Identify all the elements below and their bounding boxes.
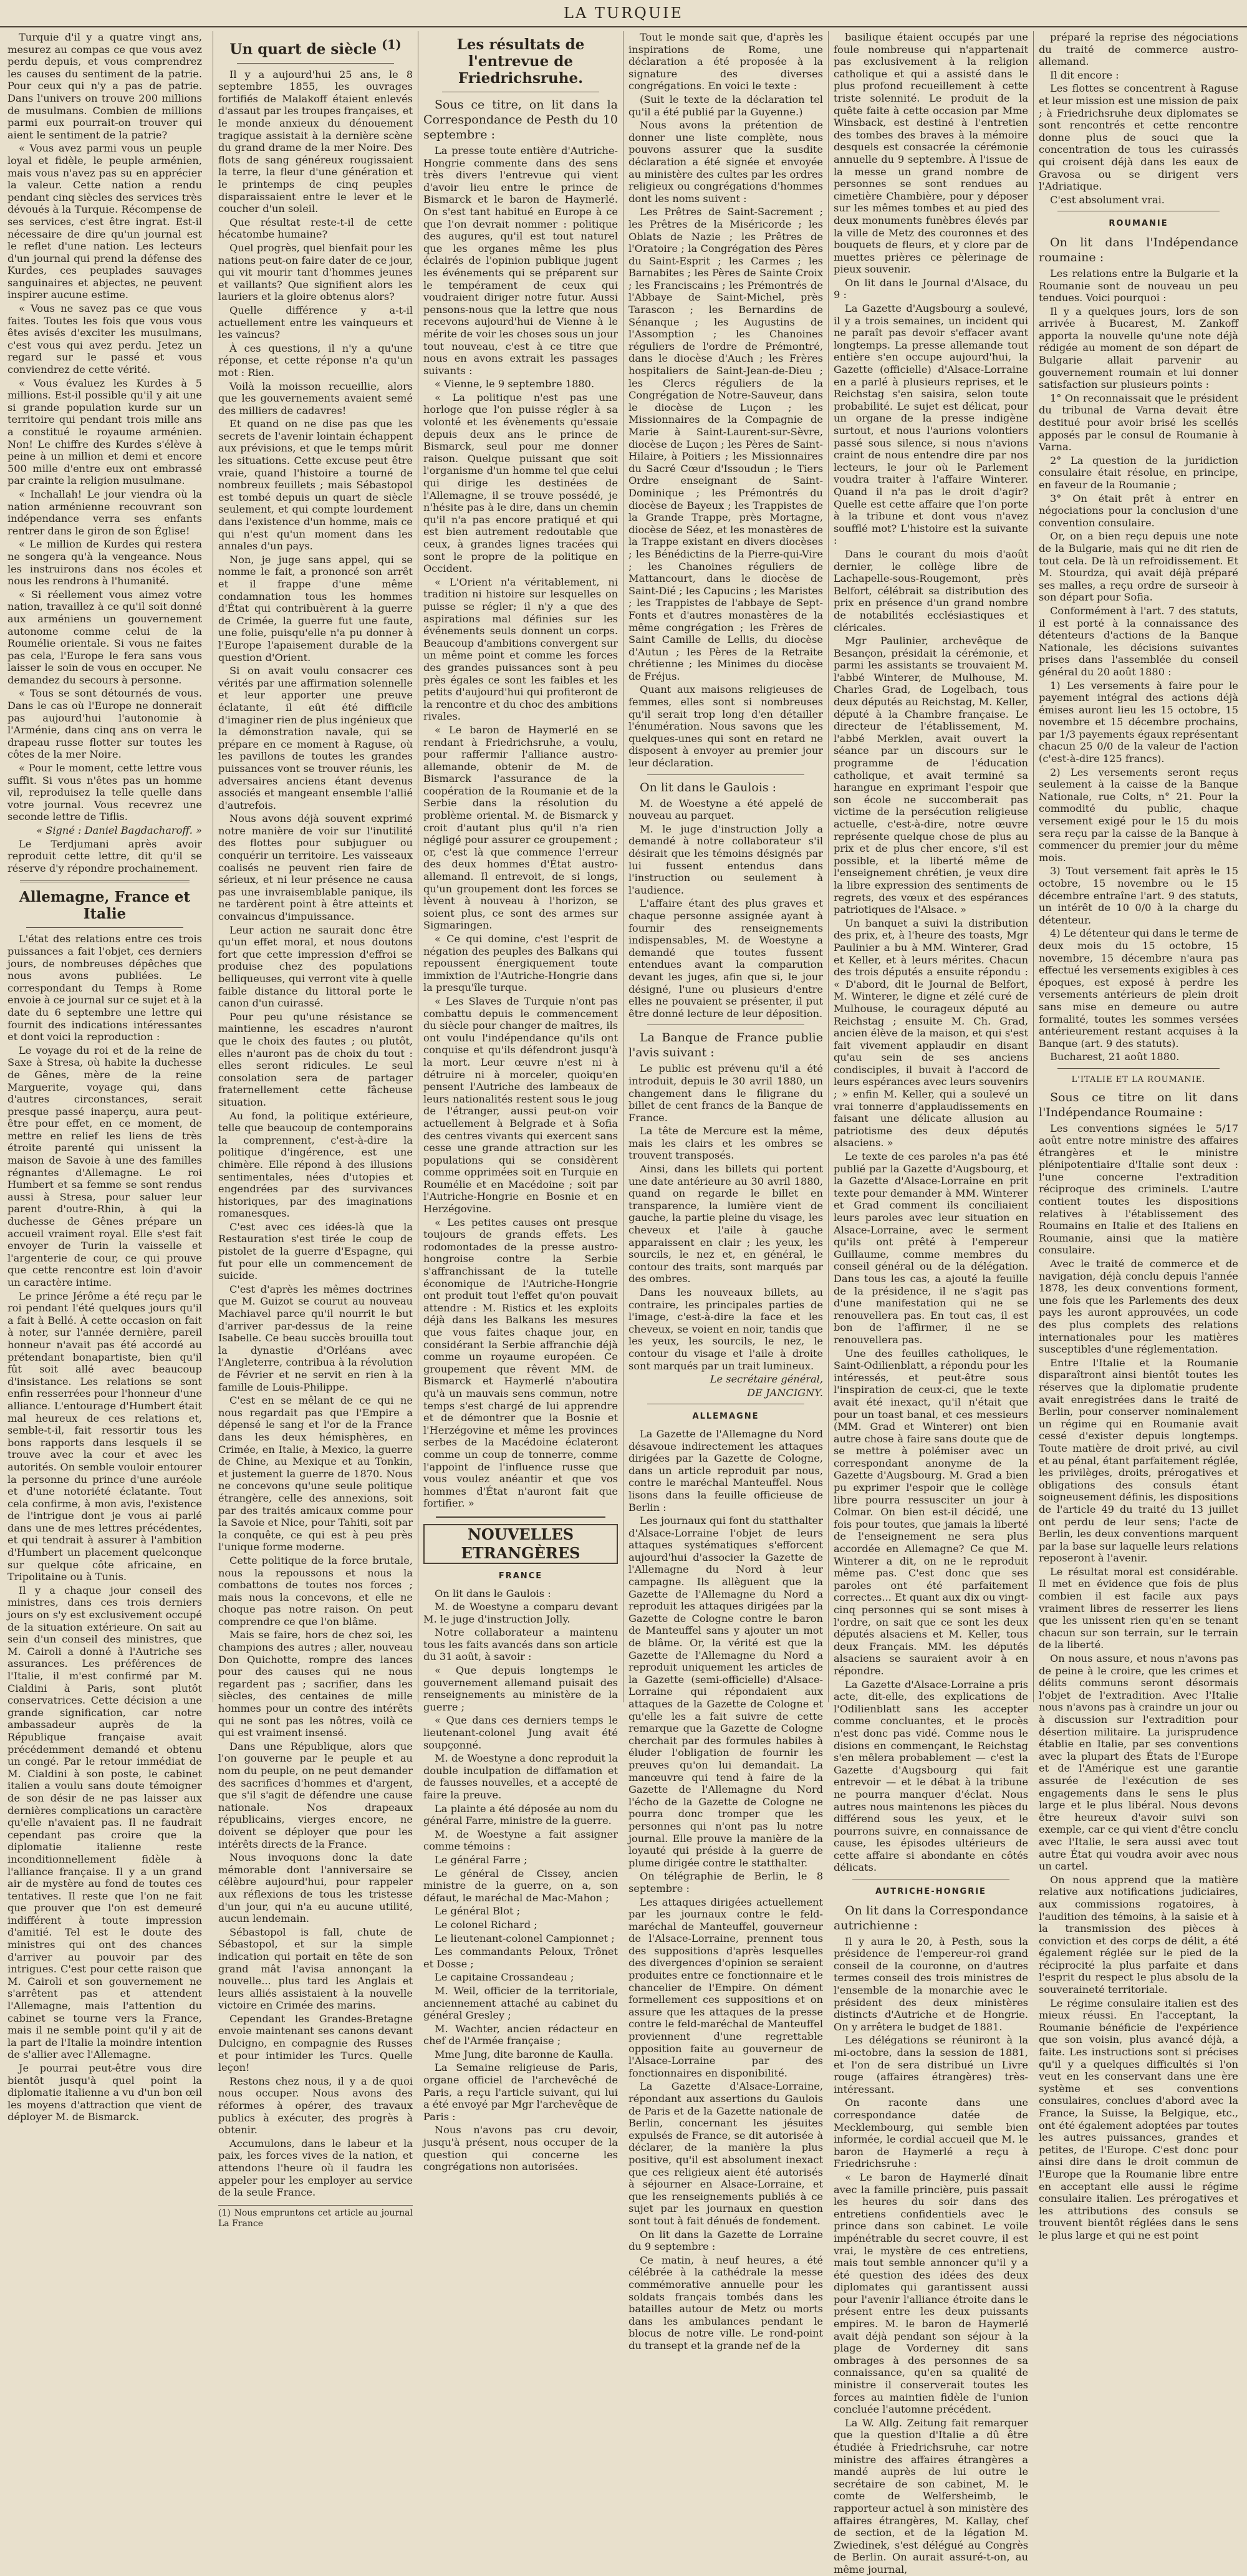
col2-body: [218, 69, 413, 2199]
paragraph: Voilà la moisson recueillie, alors que les gouvernements avaient semé des milliers de cadavres!: [218, 380, 413, 417]
paragraph: Quant aux maisons religieuses de femmes, elles sont si nombreuses qu'il serait trop long d'en détailler l'énumération. Nous savons que les quelques-unes qui sont en retard ne disposent à envoyer au premier jour leur déclaration.: [628, 683, 823, 769]
paragraph: Les commandants Peloux, Trônet et Dosse ;: [423, 1946, 618, 1970]
paragraph: À ces questions, il n'y a qu'une réponse, et cette réponse n'a qu'un mot : Rien.: [218, 342, 413, 379]
paragraph: On lit dans la Gazette de Lorraine du 9 septembre :: [628, 2228, 823, 2253]
paragraph: Avec le traité de commerce et de navigation, déjà conclu depuis l'année 1878, les deux conventions forment, une fois que les Parlements des deux pays les auront approuvées, un code des plus complets des relations internationales pour les matières susceptibles d'une réglementation.: [1039, 1258, 1238, 1356]
paragraph: Notre collaborateur a maintenu tous les faits avancés dans son article du 31 août, à savoir :: [423, 1626, 618, 1663]
paragraph: L'affaire étant des plus graves et chaque personne assignée ayant à fournir des renseignements indispensables, M. de Woestyne a demandé que toutes fussent entendues avant la comparution devant les juges, afin que si, le jour désigné, l'une ou plusieurs d'entre elles ne pouvaient se présenter, il put être donné lecture de leur déposition.: [628, 897, 823, 1020]
paragraph: « Vous avez parmi vous un peuple loyal et fidèle, le peuple arménien, mais vous n'avez pas su en apprécier la valeur. Cette nation a rendu pendant cinq siècles des services très dévoués à la Turquie. Récompense de ses services, c'est être ingrat. Est-il nécessaire de dire qu'un journal est le reflet d'une nation. Les lecteurs d'un journal qui prend la défense des Kurdes, ces peuplades sauvages sanguinaires et abjectes, ne peuvent inspirer aucune estime.: [7, 142, 202, 301]
paragraph: On lit dans le Journal d'Alsace, du 9 :: [834, 276, 1028, 301]
paragraph: « Ce qui domine, c'est l'esprit de négation des peuples des Balkans qui repoussent énergiquement toute immixtion de l'Autriche-Hongrie dans la presqu'île turque.: [423, 933, 618, 994]
paragraph: Mgr Paulinier, archevêque de Besançon, présidait la cérémonie, et parmi les assistants se trouvaient M. l'abbé Winterer, de Mulhouse, M. Charles Grad, de Logelbach, tous deux députés au Reichstag, M. Keller, député à la Chambre française. Le directeur de l'établissement, M. l'abbé Merklen, avait ouvert la séance par un discours sur le programme de l'éducation catholique, et avait terminé sa harangue en exprimant l'espoir que son école ne succomberait pas victime de la persécution religieuse actuelle, c'est-à-dire, notre œuvre représente quelque chose de plus au prix et de plus cher encore, s'il est possible, et la liberté même de l'enseignement chrétien, je veux dire la libre expression des sentiments de regrets, des vœux et des espérances patriotiques de l'Alsace. »: [834, 635, 1028, 916]
paragraph: Nous avons la prétention de donner une liste complète, nous pouvons assurer que la susdite déclaration a été signée et envoyée au ministère des cultes par les ordres religieux ou congrégations d'hommes dont les noms suivent :: [628, 119, 823, 205]
col5-ah-intro: On lit dans la Correspondance autrichienne :: [834, 1903, 1028, 1932]
paragraph: « Le baron de Haymerlé dînait avec la famille princière, puis passait les heures du soir dans des entretiens confidentiels avec le prince dans son cabinet. Le voile impénétrable du secret couvre, il est vrai, le mystère de ces entretiens, mais tout semble annoncer qu'il y a été question des idées des deux diplomates qui garantissent aussi pour l'avenir l'alliance étroite dans le présent entre les deux puissants empires. M. le baron de Haymerlé avait déjà pendant son séjour à la plage de Vorderney dit sans ombrages à des personnes de sa connaissance, qu'en sa qualité de ministre il conserverait toutes les forces au maintien fidèle de l'union concluée l'automne précédent.: [834, 2171, 1028, 2416]
column-4: [623, 31, 823, 2352]
paragraph: « Que depuis longtemps le gouvernement allemand puisait des renseignements au ministère de la guerre ;: [423, 1664, 618, 1713]
paragraph: 3) Tout versement fait après le 15 octobre, 15 novembre ou le 15 décembre entraîne l'art. 9 des statuts, un intérêt de 10 0/0 à la charge du détenteur.: [1039, 865, 1238, 926]
paragraph: On nous apprend que la matière relative aux notifications judiciaires, aux commissions rogatoires, à l'audition des témoins, à la saisie et à la transmission des pièces à conviction et des corps de délit, a été également réglée sur le pied de la réciprocité la plus parfaite et dans l'esprit du respect le plus absolu de la souveraineté territoriale.: [1039, 1873, 1238, 1996]
section-france: FRANCE: [498, 1571, 543, 1581]
paragraph: M. le juge d'instruction Jolly a demandé à notre collaborateur s'il désirait que les témoins désignés par lui fussent entendus dans l'instruction ou seulement à l'audience.: [628, 822, 823, 896]
paragraph: 4) Le détenteur qui dans le terme de deux mois du 15 octobre, 15 novembre, 15 décembre n'aura pas effectué les versements exigibles à ces époques, est exposé à perdre les versements antérieurs de plein droit sans mise en demeure ou autre formalité, toutes les sommes versées antérieurement restant acquises à la Banque (art. 9 des statuts).: [1039, 927, 1238, 1049]
col6-roumanie: [1039, 268, 1238, 1063]
paragraph: « Pour le moment, cette lettre vous suffit. Si vous n'êtes pas un homme vil, reproduisez la telle quelle dans votre journal. Vous recevrez une seconde lettre de Tiflis.: [7, 762, 202, 823]
masthead: LA TURQUIE: [0, 0, 1247, 27]
paragraph: Turquie d'il y a quatre vingt ans, mesurez au compas ce que vous avez perdu depuis, et vous comprendrez les causes du sentiment de la patrie. Pour ceux qui n'y a pas de patrie. Dans l'univers on trouve 200 millions de musulmans. Combien de millions parmi eux pourrait-on trouver qui aient le sentiment de la patrie?: [7, 31, 202, 141]
col4-body: [628, 31, 823, 769]
headline-text: Un quart de siècle: [229, 41, 377, 58]
section-italie-roumanie: L'ITALIE ET LA ROUMANIE.: [1071, 1074, 1206, 1084]
paragraph: On raconte dans une correspondance datée de Mecklembourg, qui semble bien informée, le cordial accueil que M. le baron de Haymerlé a reçu à Friedrichsruhe :: [834, 2096, 1028, 2170]
paragraph: 1) Les versements à faire pour le payement intégral des actions déjà émises auront lieu les 15 octobre, 15 novembre et 15 décembre prochains, par 1/3 payements égaux représentant chacun 25 0/0 de la valeur de l'action (c'est-à-dire 125 francs).: [1039, 679, 1238, 765]
paragraph: 2° La question de la juridiction consulaire était résolue, en principe, en faveur de la Roumanie ;: [1039, 454, 1238, 491]
col1-signature: « Signé : Daniel Bagdacharoff. »: [36, 824, 202, 836]
paragraph: Cependant les Grandes-Bretagne envoie maintenant ses canons devant Dulcigno, en compagnie des Russes et pour intimider les Turcs. Quelle leçon!: [218, 2012, 413, 2074]
paragraph: Si on avait voulu consacrer ces vérités par une affirmation solennelle et leur apporter une preuve éclatante, il eût été difficile d'imaginer rien de plus ingénieux que la démonstration navale, qui se prépare en ce moment à Raguse, où les pavillons de toutes les grandes puissances vont se trouver réunis, les adversaires anciens étant devenus associés et mangeant ensemble l'allié d'autrefois.: [218, 665, 413, 811]
paragraph: « Tous se sont détournés de vous. Dans le cas où l'Europe ne donnerait pas aujourd'hui l'autonomie à l'Arménie, dans cinq ans on verra le drapeau russe flotter sur toutes les côtes de la mer Noire.: [7, 687, 202, 761]
paragraph: M. de Woestyne a donc reproduit la double inculpation de diffamation et de fausses nouvelles, et a accepté de faire la preuve.: [423, 1752, 618, 1801]
col4-gaulois-head: On lit dans le Gaulois :: [640, 780, 777, 794]
paragraph: « Inchallah! Le jour viendra où la nation arménienne recouvrant son indépendance verra ses enfants rentrer dans le giron de son Église!: [7, 488, 202, 537]
paragraph: Ainsi, dans les billets qui portent une date antérieure au 30 avril 1880, quand on regarde le billet en transparence, la lumière vient de gauche, la partie pleine du visage, les cheveux et l'aile à gauche apparaissent en clair ; les yeux, les sourcils, le nez et, en général, le contour des traits, sont marqués par des ombres.: [628, 1163, 823, 1285]
paragraph: Nous n'avons pas cru devoir, jusqu'à présent, nous occuper de la question qui concerne les congrégations non autorisées.: [423, 2124, 618, 2173]
paragraph: (Suit le texte de la déclaration tel qu'il a été publié par la Guyenne.): [628, 93, 823, 118]
paragraph: Leur action ne saurait donc être qu'un effet moral, et nous doutons fort que cette impression d'effroi se produise chez des populations belliqueuses, qui verront vite à quelle faible distance du littoral porte le canon d'un cuirassé.: [218, 924, 413, 1010]
paragraph: Dans une République, alors que l'on gouverne par le peuple et au nom du peuple, on ne peut demander des sacrifices d'hommes et d'argent, que s'il s'agit de défendre une cause nationale. Nos drapeaux républicains, vierges encore, ne doivent se déployer que pour les intérêts directs de la France.: [218, 1740, 413, 1850]
col6-italie-intro: Sous ce titre on lit dans l'Indépendance Roumaine :: [1039, 1090, 1238, 1119]
paragraph: Il y aura le 20, à Pesth, sous la présidence de l'empereur-roi grand conseil de la couronne, on d'autres termes conseil des trois ministres de l'ensemble de la monarchie avec le président des deux ministères distincts d'Autriche et de Hongrie. On y arrêtera le budget de 1881.: [834, 1935, 1028, 2033]
paragraph: La plainte a été déposée au nom du général Farre, ministre de la guerre.: [423, 1802, 618, 1827]
paragraph: Nous invoquons donc la date mémorable dont l'anniversaire se célèbre aujourd'hui, pour rappeler aux réflexions de tous les tristesse d'un jour, qui n'a eu aucune utilité, aucun lendemain.: [218, 1851, 413, 1925]
col3-body: [423, 145, 618, 1510]
paragraph: « Si réellement vous aimez votre nation, travaillez à ce qu'il soit donné aux arméniens un gouvernement autonome comme celui de la Roumélie orientale. Si vous ne faites pas cela, l'Europe le fera sans vous laisser le soin de vous en occuper. Ne demandez du secours à personne.: [7, 588, 202, 686]
col1-lead: [7, 31, 202, 823]
col4-allemagne: [628, 1428, 823, 2352]
headline-quart-de-siecle: [218, 36, 413, 58]
paragraph: « Que dans ces derniers temps le lieutenant-colonel Jung avait été soupçonné.: [423, 1714, 618, 1751]
paragraph: Accumulons, dans le labeur et la paix, les forces vives de la nation, et attendons l'heure où il faudra les appeler pour les employer au service de la seule France.: [218, 2137, 413, 2199]
paragraph: La W. Allg. Zeitung fait remarquer que la question d'Italie a dû être étudiée à Friedrichsruhe, car notre ministre des affaires étrangères a mandé auprès de lui outre le secrétaire de son cabinet, M. le comte de Welfersheimb, le rapporteur actuel à son ministère des affaires étrangères, M. Kallay, chef de section, et de la légation M. Zwiedinek, s'est délégué au Congrès de Berlin. On aurait assuré-t-on, au même journal,: [834, 2416, 1028, 2575]
paragraph: Les attaques dirigées actuellement par les journaux contre le feld-maréchal de Manteuffel, gouverneur de l'Alsace-Lorraine, prennent tous des suppositions d'après lesquelles des divergences d'opinion se seraient produites entre ce fonctionnaire et le chancelier de l'Empire. On dément formellement ces suppositions et on assure que les attaques de la presse contre le feld-maréchal de Manteuffel proviennent d'une regrettable opposition faite au gouverneur de l'Alsace-Lorraine par des fonctionnaires en disponibilité.: [628, 1896, 823, 2079]
paragraph: Dans les nouveaux billets, au contraire, les principales parties de l'image, c'est-à-dire la face et les cheveux, se voient en noir, tandis que les yeux, les sourcils, le nez, le contour du visage et l'aile à droite sont marqués par un trait lumineux.: [628, 1286, 823, 1372]
paragraph: Nous avons déjà souvent exprimé notre manière de voir sur l'inutilité des flottes pour subjuguer ou conquérir un territoire. Les vaisseaux coalisés ne peuvent rien faire de sérieux, et ni leur présence ne causa pas une invraisemblable panique, ils ne tardèrent point à être atteints et convaincus d'impuissance.: [218, 813, 413, 923]
paragraph: La Gazette d'Alsace-Lorraine a pris acte, dit-elle, des explications de l'Odilienblatt sans les accepter comme concluantes, et le procès n'est donc pas vidé. Comme nous le disions en commençant, le Reichstag s'en mêlera probablement — c'est la Gazette d'Augsbourg qui fait entrevoir — et le débat à la tribune ne pourra manquer d'éclat. Nous autres nous maintenons les pièces du différend sous les yeux, et le pourrons suivre, en connaissance de cause, les épisodes ultérieurs de cette affaire si abondante en côtés délicats.: [834, 1678, 1028, 1874]
paragraph: Le capitaine Crossandeau ;: [435, 1971, 574, 1984]
paragraph: Le colonel Richard ;: [435, 1918, 537, 1931]
section-autriche-hongrie: AUTRICHE-HONGRIE: [875, 1887, 986, 1897]
paragraph: Mais se faire, hors de chez soi, les champions des autres ; aller, nouveau Don Quichotte, rompre des lances pour des causes qui ne nous regardent pas ; sacrifier, dans les siècles, des centaines de mille hommes pour un contre des intérêts qui ne sont pas les nôtres, voilà ce qui est vraiment insensé.: [218, 1629, 413, 1739]
col4-gaulois: [628, 798, 823, 1020]
paragraph: M. Weil, officier de la territoriale, anciennement attaché au cabinet du général Gresley ;: [423, 1984, 618, 2022]
paragraph: préparé la reprise des négociations du traité de commerce austro-allemand.: [1039, 31, 1238, 68]
divider: [26, 927, 183, 928]
paragraph: La presse toute entière d'Autriche-Hongrie commente dans des sens très divers l'entrevue qui vient d'avoir lieu entre le prince de Bismarck et le baron de Haymerlé. On s'est tant habitué en Europe à ce que l'on devrait nommer : politique des augures, qu'il est tout naturel que les organes même les plus éclairés de l'opinion publique jugent les événements qui se préparent sur le tempérament de ceux qui voudraient diriger notre futur. Aussi pensons-nous que la lettre que nous recevons aujourd'hui de Vienne à le mérite de voir les choses sous un jour tout nouveau, c'est à ce titre que nous en avons extrait les passages suivants :: [423, 145, 618, 377]
paragraph: C'est avec ces idées-là que la Restauration s'est tirée le coup de pistolet de la guerre d'Espagne, qui fut pour elle un commencement de suicide.: [218, 1220, 413, 1282]
paragraph: Entre l'Italie et la Roumanie disparaîtront ainsi bientôt toutes les réserves que la diplomatie prudente avait enregistrées dans le traité de Berlin, pour conserver nominalement un régime qui en Roumanie avait cessé d'exister depuis longtemps. Toute matière de droit privé, au civil et au pénal, étant parfaitement réglée, les privilèges, droits, prérogatives et obligations des consuls étant soigneusement définis, les dispositions de l'article 49 du traité du 13 juillet ont perdu de leur sens; l'acte de Berlin, les deux conventions marquent par la base sur laquelle leurs relations reposeront à l'avenir.: [1039, 1356, 1238, 1565]
paragraph: C'est d'après les mêmes doctrines que M. Guizot se courut au nouveau Machiavel parce qu'il nourrit le but d'arriver par-dessus de la reine Isabelle. Ce beau succès brouilla tout la dynastie d'Orléans avec l'Angleterre, contribua à la révolution de Février et ne servit en rien à la famille de Louis-Philippe.: [218, 1283, 413, 1393]
paragraph: La Gazette de l'Allemagne du Nord désavoue indirectement les attaques dirigées par la Gazette de Cologne, dans un article reproduit par nous, contre le maréchal Manteuffel. Nous lisons dans la feuille officieuse de Berlin :: [628, 1427, 823, 1513]
paragraph: Ce matin, à neuf heures, a été célébrée à la cathédrale la messe commémorative annuelle pour les soldats français tombés dans les batailles autour de Metz ou morts dans les ambulances pendant le blocus de notre ville. Le rond-point du transept et la grande nef de la: [628, 2254, 823, 2352]
paragraph: Dans le courant du mois d'août dernier, le collège libre de Lachapelle-sous-Rougemont, près Belfort, célébrait sa distribution des prix en présence d'un grand nombre de notabilités ecclésiastiques et cléricales.: [834, 548, 1028, 634]
paragraph: Mme Jung, dite baronne de Kaulla.: [435, 2048, 614, 2060]
paragraph: Le résultat moral est considérable. Il met en évidence que fois de plus combien il est facile aux pays vraiment libres de resserrer les liens que les unissent rien qu'en se tenant chacun sur son terrain, sur le terrain de la liberté.: [1039, 1565, 1238, 1651]
column-5: [828, 31, 1028, 2575]
paragraph: Le prince Jérôme a été reçu par le roi pendant l'été quelques jours qu'il a fait à Bellé. À cette occasion on fait à noter, sur l'année dernière, pareil honneur n'avait pas été accordé au prétendant bonapartiste, bien qu'il fût soit allé avec beaucoup d'insistance. Les relations se sont enfin resserrées pour l'honneur d'une alliance. L'entourage d'Humbert était mal heureux de ces relations et, semble-t-il, fait ressortir tous les bons rapports dans lesquels il se trouve avec la cour et avec les autorités. On semble vouloir entourer la personne du prince d'une auréole et d'une notoriété éclatante. Tout cela confirme, à mon avis, l'existence de l'intrigue dont je vous ai parlé dans une de mes lettres précédentes, et qui tendrait à assurer à l'ambition d'Humbert un placement quelconque sur quelque côte africaine, en Tripolitaine ou à Tunis.: [7, 1290, 202, 1583]
col6-roumanie-intro: On lit dans l'Indépendance roumaine :: [1039, 235, 1238, 264]
paragraph: Que résultat reste-t-il de cette hécatombe humaine?: [218, 216, 413, 241]
section-nouvelles-etrangeres: NOUVELLES ETRANGÈRES: [423, 1524, 618, 1564]
paragraph: Les relations entre la Bulgarie et la Roumanie sont de nouveau un peu tendues. Voici pourquoi :: [1039, 267, 1238, 304]
divider: [20, 880, 190, 882]
col1-body: [7, 933, 202, 2123]
paragraph: Les délégations se réuniront à la mi-octobre, dans la session de 1881, et l'on de sera distribué un Livre rouge (affaires étrangères) très-intéressant.: [834, 2034, 1028, 2095]
paragraph: Les Prêtres de Saint-Sacrement ; les Prêtres de la Miséricorde ; les Oblats de Nazie ; les Prêtres de l'Oratoire ; la Congrégation des Pères du Saint-Esprit ; les Carmes ; les Barnabites ; les Pères de Sainte Croix ; les Franciscains ; les Prémontrés de l'Abbaye de Saint-Michel, près Tarascon ; les Bernardins de Sénanque ; les Augustins de l'Assomption ; les Chanoines réguliers de l'ordre de Prémontré, dans le diocèse d'Auch ; les Frères hospitaliers de Saint-Jean-de-Dieu ; les Clercs réguliers de la Congrégation de Notre-Sauveur, dans le diocèse de Luçon ; les Missionnaires de la Compagnie de Marie à Saint-Laurent-sur-Sèvre, diocèse de Luçon ; les Pères de Saint-Hilaire, à Poitiers ; les Missionnaires du Sacré Cœur d'Issoudun ; le Tiers Ordre enseignant de Saint-Dominique ; les Prémontrés du diocèse de Bayeux ; les Trappistes de la Grande Trappe, près Mortagne, diocèse de Séez, et les monastères de la Trappe existant en divers diocèses ; les Bénédictins de la Pierre-qui-Vire ; les Chanoines réguliers de Mattancourt, dans le diocèse de Saint-Dié ; les Capucins ; les Maristes ; les Trappistes de l'abbaye de Sept-Fonts et d'autres monastères de la même congrégation ; les Frères de Saint Camille de Lellis, du diocèse d'Autun ; les Pères de la Retraite chrétienne ; les Minimes du diocèse de Fréjus.: [628, 206, 823, 682]
paragraph: « Vous évaluez les Kurdes à 5 millions. Est-il possible qu'il y ait une si grande population kurde sur un territoire qui pendant trois mille ans a constitué le royaume arménien. Non! Le chiffre des Kurdes s'élève à peine à un million et demi et encore 500 mille d'entre eux ont embrassé par crainte la religion musulmane.: [7, 377, 202, 487]
paragraph: Le texte de ces paroles n'a pas été publié par la Gazette d'Augsbourg, et la Gazette d'Alsace-Lorraine en prit texte pour demander à MM. Winterer et Grad comment ils conciliaient leurs paroles avec leur situation en Alsace-Lorraine, avec le serment qu'ils ont prêté à l'empereur Guillaume, comme membres du conseil général ou de la délégation. Dans tous les cas, a ajouté la feuille de la présidence, il ne s'agit pas d'une manifestation qui ne se renouvellera pas. En tout cas, il est bon de l'affirmer, il ne se renouvellera pas.: [834, 1151, 1028, 1346]
divider: [237, 63, 394, 64]
paragraph: Quel progrès, quel bienfait pour les nations peut-on faire dater de ce jour, qui vit mourir tant d'hommes jeunes et vaillants? Que signifient alors les lauriers et la gloire obtenus alors?: [218, 241, 413, 303]
column-1: [7, 31, 202, 2123]
paragraph: La Gazette d'Augsbourg a soulevé, il y a trois semaines, un incident qui ne paraît pas devoir s'effacer avant longtemps. La presse allemande tout entière s'en occupe aujourd'hui, la Gazette (officielle) d'Alsace-Lorraine en a parlé à plusieurs reprises, et le Reichstag s'en saisira, selon toute probabilité. Le sujet est délicat, pour un organe de la presse indigène surtout, et nous l'aurions volontiers passé sous silence, si nous n'avions craint de nous entendre dire par nos lecteurs, le jour où le Parlement voudra traiter à l'affaire Winterer. Quand il n'a pas le droit d'agir? Quelle est cette affaire que l'on porte à la tribune et dont vous n'avez soufflé mot? L'histoire est la suivante :: [834, 302, 1028, 547]
divider: [1057, 1068, 1220, 1069]
section-roumanie: ROUMANIE: [1109, 219, 1168, 229]
section-allemagne: ALLEMAGNE: [692, 1412, 759, 1422]
col4-banque-intro: La Banque de France publie l'avis suivant :: [628, 1031, 823, 1060]
paragraph: Les flottes se concentrent à Raguse et leur mission est une mission de paix ; à Friedrichsruhe deux diplomates se sont rencontrés et cette rencontre donne plus de souci que la concentration de tous les cuirassés qui croisent déjà dans les eaux de Gravosa ou se dirigent vers l'Adriatique.: [1039, 82, 1238, 193]
paragraph: Le régime consulaire italien est des mieux réussi. En l'acceptant, la Roumanie bénéficie de l'expérience que son voisin, plus avancé déjà, a faite. Les instructions sont si précises qu'il y a quelques difficultés si l'on veut en les conservant dans une ère système et ses conventions consulaires, conclues d'abord avec la France, la Suisse, la Belgique, etc., ont été également adoptées par toutes les autres puissances, grandes et petites, de l'Europe. C'est donc pour ainsi dire dans le droit commun de l'Europe que la Roumanie libre entre en acceptant elle aussi le régime consulaire italien. Les prérogatives et les attributions des consuls se trouvent bientôt réglées dans le sens le plus large et qui ne est point: [1039, 1997, 1238, 2241]
paragraph: Au fond, la politique extérieure, telle que beaucoup de contemporains la comprennent, c'est-à-dire la politique d'ingérence, est une chimère. Elle répond à des illusions sentimentales, nées d'utopies et engendrées par des survivances historiques, par des imaginations romanesques.: [218, 1109, 413, 1220]
paragraph: Je pourrai peut-être vous dire bientôt jusqu'à quel point la diplomatie italienne a vu d'un bon œil les moyens d'attraction que vient de déployer M. de Bismarck.: [7, 2062, 202, 2123]
columns: [7, 31, 1240, 2575]
col4-banque: [628, 1063, 823, 1372]
paragraph: C'est en se mêlant de ce qui ne nous regardait pas que l'Empire a dépensé le sang et l'or de la France dans les deux hémisphères, en Crimée, en Italie, à Mexico, la guerre de Chine, au Mexique et au Tonkin, et justement la guerre de 1870. Nous ne concevons qu'une seule politique étrangère, celle des annexions, soit par des traités amicaux comme pour la Savoie et Nice, pour Tahiti, soit par la conquête, ce qui est à peu près l'unique forme moderne.: [218, 1394, 413, 1553]
paragraph: Il y a quelques jours, lors de son arrivée à Bucarest, M. Zankoff apporta la nouvelle qu'une note déjà rédigée au moment de son départ de Bulgarie allait parvenir au gouvernement roumain et lui donner satisfaction sur plusieurs points :: [1039, 305, 1238, 391]
paragraph: Le public est prévenu qu'il a été introduit, depuis le 30 avril 1880, un changement dans le filigrane du billet de cent francs de la Banque de France.: [628, 1063, 823, 1124]
paragraph: « Les petites causes ont presque toujours de grands effets. Les rodomontades de la presse austro-hongroise contre la Serbie s'affranchissant de la tutelle économique de l'Autriche-Hongrie ont produit tout l'effet qu'on pouvait attendre : M. Ristics et les exploits déjà dans les Balkans les mesures que vous faites chaque jour, en considérant la Serbie affranchie déjà comme un royaume européen. Ce groupement que rêvent MM. de Bismarck et Haymerlé n'aboutira qu'à un mauvais sens commun, notre temps s'est chargé de lui apprendre et de démontrer que la Bosnie et l'Herzégovine et même les provinces serbes de la Macédoine éclateront comme un coup de tonnerre, comme l'appoint de l'influence russe que vous voulez anéantir et que vos hommes d'État n'auront fait que fortifier. »: [423, 1216, 618, 1510]
paragraph: Un banquet a suivi la distribution des prix, et, à l'heure des toasts, Mgr Paulinier a bu à MM. Winterer, Grad et Keller, et à leurs mérites. Chacun des trois députés a ensuite répondu : « D'abord, dit le Journal de Belfort, M. Winterer, le digne et zélé curé de Mulhouse, le courageux député au Reichstag ; ensuite M. Ch. Grad, ancien élève de la maison, et qui s'est fait vivement applaudir en disant qu'au sein de ses anciens condisciples, il buvait à l'accord de leurs espérances avec leurs souvenirs ; » enfin M. Keller, qui a soulevé un vrai tonnerre d'applaudissements en faisant une délicate allusion au patriotisme des deux députés alsaciens. »: [834, 917, 1028, 1149]
paragraph: « Les Slaves de Turquie n'ont pas combattu depuis le commencement du siècle pour changer de maîtres, ils ont voulu l'indépendance qu'ils ont conquise et qu'ils défendront jusqu'à la mort. Leur œuvre n'est ni à détruire ni à morceler, quoiqu'en pensent l'Autriche des lambeaux de leurs nationalités restent sous le joug de l'étranger, aussi peut-on voir actuellement à Belgrade et à Sofia des centres vivants qui exercent sans cesse une grande attraction sur les populations qui se considèrent comme opprimées soit en Turquie en Roumélie et en Macédoine ; soit par l'Autriche-Hongrie en Bosnie et en Herzégovine.: [423, 995, 618, 1215]
paragraph: Une des feuilles catholiques, le Saint-Odilienblatt, a répondu pour les intéressés, et peut-être sous l'inspiration de ceux-ci, que le texte avait été inexact, qu'il n'était que pour un toast banal, et ces messieurs (MM. Grad et Winterer) ont bien autre chose à faire sans doute que de se mettre à polémiser avec un correspondant anonyme de la Gazette d'Augsbourg. M. Grad a bien pu exprimer l'espoir que le collège libre pourra ressusciter un jour à Colmar. On bien est-il décidé, une fois pour toutes, que jamais la liberté de l'enseignement ne sera plus accordée en Allemagne? Ce que M. Winterer a dit, on ne le reproduit même pas. C'est donc que ses paroles ont été parfaitement correctes... Et quant aux dix ou vingt-cinq personnes qui se sont mises à l'ordre, on sait que ce sont les deux députés alsaciens et M. Keller, tous deux Français. MM. les députés alsaciens se sauraient avoir à en répondre.: [834, 1347, 1028, 1677]
divider: [436, 1516, 605, 1518]
paragraph: 3° On était prêt à entrer en négociations pour la conclusion d'une convention consulaire.: [1039, 492, 1238, 529]
paragraph: L'état des relations entre ces trois puissances a fait l'objet, ces derniers jours, de nombreuses dépêches que nous avons publiées. Le correspondant du Temps à Rome envoie à ce journal sur ce sujet et à la date du 6 septembre une lettre qui fournit des indications intéressantes et dont voici la reproduction :: [7, 933, 202, 1043]
paragraph: Cette politique de la force brutale, nous la repoussons et nous la combattons de toutes nos forces ; mais nous la concevons, et elle ne choque pas notre raison. On peut comprendre ce que l'on blâme.: [218, 1554, 413, 1628]
col3-france: [423, 1588, 618, 2173]
paragraph: Et quand on ne dise pas que les secrets de l'avenir lointain échappent aux prévisions, et que le temps mûrit les situations. Cette excuse peut être vraie, quand l'histoire a tourné de nombreux feuillets ; mais Sébastopol est tombé depuis un quart de siècle seulement, et qui compte lourdement dans l'existence d'un homme, mais ce qui n'est qu'un moment dans les annales d'un pays.: [218, 418, 413, 552]
paragraph: « La politique n'est pas une horloge que l'on puisse régler à sa volonté et les évènements qu'essaie depuis deux ans le prince de Bismarck, seul pour me donner raison. Quelque puissant que soit l'organisme d'un homme tel que celui qui dirige les destinées de l'Allemagne, il se trouve possédé, je n'hésite pas à le dire, dans un chemin qu'il n'a pas encore pratiqué et qui est bien autrement redoutable que ceux, à grandes lignes tracées qui sont le propre de la politique en Occident.: [423, 391, 618, 575]
paragraph: Non, je juge sans appel, qui se nomme le fait, a prononcé son arrêt et il frappe d'une même condamnation tous les hommes d'État qui contribuèrent à la guerre de Crimée, la guerre fut une faute, une folie, puisqu'elle n'a pu donner à l'Europe l'apaisement durable de la question d'Orient.: [218, 553, 413, 663]
paragraph: Le lieutenant-colonel Campionnet ;: [435, 1932, 615, 1944]
paragraph: On nous assure, et nous n'avons pas de peine à le croire, que les crimes et délits communs seront désormais l'objet de l'extradition. Avec l'Italie nous n'avons pas à craindre un jour ou à discussion sur l'extradition pour désertion militaire. La jurisprudence établie en Italie, par ses conventions avec la plupart des États de l'Europe et de l'Amérique est une garantie assurée de l'exécution de ses engagements dans le sens le plus large et le plus libéral. Nous devons être heureux d'avoir suivi son exemple, car ce qui vient d'être conclu avec l'Italie, le sera aussi avec tout autre État qui voudra avoir avec nous un cartel.: [1039, 1652, 1238, 1873]
paragraph: Les conventions signées le 5/17 août entre notre ministre des affaires étrangères et le ministre plénipotentiaire d'Italie sont deux : l'une concerne l'extradition réciproque des criminels. L'autre contient toutes les dispositions relatives à l'établissement des Roumains en Italie et des Italiens en Roumanie, ainsi que la matière consulaire.: [1039, 1122, 1238, 1257]
col3-intro: Sous ce titre, on lit dans la Correspondance de Pesth du 10 septembre :: [423, 98, 618, 142]
col6-lead: [1039, 31, 1238, 206]
paragraph: La Gazette d'Alsace-Lorraine, répondant aux assertions du Gaulois de Paris et de la Gazette nationale de Berlin, concernant les jésuites expulsés de France, se dit autorisée à déclarer, de la manière la plus positive, qu'il est absolument inexact que ces religieux aient été autorisés à séjourner en Alsace-Lorraine, et que les renseignements publiés à ce sujet par les journaux en question sont tout à fait dénués de fondement.: [628, 2080, 823, 2227]
paragraph: Sébastopol is fall, chute de Sébastopol, et sur la simple indication qui portait en tête de son grand mât l'avisa annonçant la nouvelle... plus tard les Anglais et leurs alliés assistaient à la nouvelle victoire en Crimée des marins.: [218, 1926, 413, 2012]
paragraph: Conformément à l'art. 7 des statuts, il est porté à la connaissance des détenteurs d'actions de la Banque Nationale, les décisions suivantes prises dans l'assemblée du conseil général du 20 août 1880 :: [1039, 604, 1238, 678]
headline-allemagne-france-italie: Allemagne, France et Italie: [19, 889, 191, 923]
col6-italie: [1039, 1122, 1238, 2242]
paragraph: M. de Woestyne a été appelé de nouveau au parquet.: [628, 797, 823, 822]
paragraph: Bucharest, 21 août 1880.: [1050, 1051, 1180, 1063]
banque-signature-name: DE JANCIGNY.: [747, 1386, 823, 1399]
paragraph: Le général Farre ;: [435, 1853, 527, 1866]
col1-terdjumani-note: Le Terdjumani après avoir reproduit cette lettre, dit qu'il se réserve d'y répondre prochainement.: [7, 837, 202, 874]
paragraph: Le général Blot ;: [435, 1905, 521, 1918]
divider: [647, 774, 804, 775]
col5-body: [834, 31, 1028, 1874]
paragraph: Il dit encore :: [1050, 69, 1119, 81]
footnote-mark: (1): [382, 37, 402, 52]
col2-footnote: (1) Nous empruntons cet article au journal La France: [218, 2205, 413, 2229]
paragraph: Restons chez nous, il y a de quoi nous occuper. Nous avons des réformes à opérer, des travaux publics à exécuter, des progrès à obtenir.: [218, 2075, 413, 2136]
paragraph: M. Wachter, ancien rédacteur en chef de l'Armée française ;: [423, 2022, 618, 2047]
paragraph: Le général de Cissey, ancien ministre de la guerre, on a, son défaut, le maréchal de Mac-Mahon ;: [423, 1867, 618, 1904]
paragraph: « Le baron de Haymerlé en se rendant à Friedrichsruhe, a voulu, pour raffermir l'alliance austro-allemande, obtenir de M. de Bismarck l'assurance de la coopération de la Roumanie et de la Serbie dans la résolution du problème oriental. M. de Bismarck y croit d'autant plus qu'il n'a rien négligé pour assurer ce groupement ; or, c'est là que commence l'erreur des deux hommes d'État austro-allemand. Il entrevoit, de si longs, qu'un groupement dont les forces se lèvent à nouveau à l'horizon, se soient plus, ce sont des armes sur Sigmaringen.: [423, 723, 618, 932]
paragraph: « Vienne, le 9 septembre 1880.: [435, 378, 595, 390]
paragraph: On lit dans le Gaulois :: [435, 1587, 551, 1599]
paragraph: La tête de Mercure est la même, mais les clairs et les ombres se trouvent transposés.: [628, 1125, 823, 1162]
paragraph: « L'Orient n'a véritablement, ni tradition ni histoire sur lesquelles on puisse se régler; il n'y a que des aspirations mal définies sur les événements seuls donnent un corps. Beaucoup d'ambitions convergent sur un même point et comme les forces des grandes puissances sont à peu près égales ce sont les faibles et les petits d'aujourd'hui qui profiteront de la rencontre et du choc des ambitions rivales.: [423, 576, 618, 723]
paragraph: Pour peu qu'une résistance se maintienne, les escadres n'auront que le choix des fautes ; ou plutôt, elles n'auront pas de choix du tout : elles seront ridicules. Le seul consolation sera de partager fraternellement cette fâcheuse situation.: [218, 1010, 413, 1108]
paragraph: Il y a aujourd'hui 25 ans, le 8 septembre 1855, les ouvrages fortifiés de Malakoff étaient enlevés d'assaut par les troupes françaises, et le monde anxieux du dénouement tragique assistait à la dernière scène du grand drame de la mer Noire. Des flots de sang généreux rougissaient la terre, la fleur d'une génération et le printemps de cinq peuples disparaissaient entre le lever et le coucher d'un soleil.: [218, 68, 413, 215]
paragraph: M. de Woestyne a comparu devant M. le juge d'instruction Jolly.: [423, 1601, 618, 1625]
paragraph: 1° On reconnaissait que le président du tribunal de Varna devait être destitué pour avoir brisé les scellés apposés par le consul de Roumanie à Varna.: [1039, 392, 1238, 453]
banque-signature-title: Le secrétaire général,: [710, 1373, 823, 1386]
column-2: [213, 31, 413, 2229]
paragraph: « Le million de Kurdes qui restera ne songera qu'à la vengeance. Nous les instruirons dans nos écoles et nous les rendrons à l'humanité.: [7, 538, 202, 587]
paragraph: On télégraphie de Berlin, le 8 septembre :: [628, 1870, 823, 1894]
column-6: [1033, 31, 1238, 2241]
paragraph: « Vous ne savez pas ce que vous faites. Toutes les fois que vous vous êtes avisés d'exciter les musulmans, c'est vous qui avez perdu. Jetez un regard sur le passé et vous conviendrez de cette vérité.: [7, 302, 202, 376]
column-3: [418, 31, 618, 2173]
paragraph: 2) Les versements seront reçus seulement à la caisse de la Banque Nationale, rue Colts, n° 21. Pour la commodité du public, chaque versement exigé pour le 15 du mois sera reçu par la caisse de la Banque à commencer du premier jour du même mois.: [1039, 766, 1238, 864]
headline-friedrichsruhe: Les résultats de l'entrevue de Friedrichsruhe.: [456, 36, 585, 87]
paragraph: M. de Woestyne a fait assigner comme témoins :: [423, 1828, 618, 1853]
paragraph: basilique étaient occupés par une foule nombreuse qui n'appartenait pas exclusivement à la religion catholique et qui a assisté dans le plus profond recueillement à cette triste solennité. Le produit de la quête faite à cette occasion par Mme Winsback, est destiné à l'entretien des tombes des braves à la mémoire desquels est consacrée la cérémonie annuelle du 9 septembre. À l'issue de la messe un grand nombre de personnes se sont rendues au cimetière Chambière, pour y déposer sur les mêmes tombes et au pied des deux monuments funèbres élevés par la ville de Metz des couronnes et des bouquets de fleurs, et y clore par de muettes prières ce pèlerinage de pieux souvenir.: [834, 31, 1028, 276]
paragraph: Quelle différence y a-t-il actuellement entre les vainqueurs et les vaincus?: [218, 304, 413, 341]
paragraph: Le voyage du roi et de la reine de Saxe à Stresa, où habite la duchesse de Gênes, mère de la reine Marguerite, voyage qui, dans d'autres circonstances, serait presque passé inaperçu, aura peut-être pour effet, en ce moment, de mettre en relief les liens de très étroite parenté qui unissent la maison de Savoie à une des familles régnantes d'Allemagne. Le roi Humbert et sa femme se sont rendus aussi à Stresa, pour saluer leur parent d'outre-Rhin, à qui la duchesse de Gênes prépare un accueil vraiment royal. Elle s'est fait envoyer de Turin la vaisselle et l'argenterie de cour, ce qui prouve que cette rencontre est loin d'avoir un caractère intime.: [7, 1044, 202, 1288]
paragraph: Les journaux qui font du statthalter d'Alsace-Lorraine l'objet de leurs attaques systématiques s'efforcent aujourd'hui d'associer la Gazette de l'Allemagne du Nord à leur campagne. Ils allèguent que la Gazette de l'Allemagne du Nord a reproduit les attaques dirigées par la Gazette de Cologne contre le baron de Manteuffel sans y ajouter un mot de blâme. Or, la vérité est que la Gazette de l'Allemagne du Nord a reproduit uniquement les articles de la Gazette (semi-officielle) d'Alsace-Lorraine qui répondaient aux attaques de la Gazette de Cologne et qu'elle les a fait suivre de cette remarque que la Gazette de Cologne cherchait par des formules habiles à éluder l'obligation de fournir les preuves qu'on lui demandait. La manœuvre qui tend à faire de la Gazette de l'Allemagne du Nord l'écho de la Gazette de Cologne ne pourra donc tromper que les personnes qui n'ont pas lu notre journal. Elle prouve la manière de la loyauté qui préside à la guerre de plume dirigée contre le statthalter.: [628, 1515, 823, 1869]
paragraph: Tout le monde sait que, d'après les inspirations de Rome, une déclaration a été proposée à la signature des diverses congrégations. En voici le texte :: [628, 31, 823, 92]
paragraph: Il y a chaque jour conseil des ministres, dans ces trois derniers jours on s'y est exclusivement occupé de la situation extérieure. On sait au sein d'un conseil des ministres, que M. Cairoli a donné à l'Autriche ses assurances. Les préférences de l'Italie, il m'est confirmé par M. Cialdini à Paris, sont plutôt conservatrices. Cette décision a une grande signification, car notre ambassadeur auprès de la République française avait précédemment demandé et obtenu un congé. Par le retour immédiat de M. Cialdini à son poste, le cabinet italien a voulu sans doute témoigner de son désir de ne pas laisser aux dernières complications un caractère qu'elle n'avaient pas. Il ne faudrait cependant pas croire que la diplomatie italienne reste inconditionnellement fidèle à l'alliance française. Il y a un grand air de mystère au fond de toutes ces tentatives. Il reste que l'on ne fait que prouver que l'on est demeuré indifférent à toute impression d'amitié. Tel est le doute des ministres qui ont des chances d'arriver au pouvoir par des intrigues. C'est pour cette raison que M. Cairoli et son gouvernement ne s'arrêtent pas et attendent l'Allemagne, mais l'attention du cabinet se tourne vers la France, mais il ne semble point qu'il y ait de la part de l'Italie la moindre intention de s'allier avec l'Allemagne.: [7, 1584, 202, 2061]
col5-ah: [834, 1936, 1028, 2576]
paragraph: C'est absolument vrai.: [1050, 193, 1165, 206]
paragraph: La Semaine religieuse de Paris, organe officiel de l'archevêché de Paris, a reçu l'article suivant, qui lui a été envoyé par Mgr l'archevêque de Paris :: [423, 2062, 618, 2123]
paragraph: Or, on a bien reçu depuis une note de la Bulgarie, mais qui ne dit rien de tout cela. De là un refroidissement. Et M. Stourdza, qui avait déjà préparé ses malles, a reçu ordre de surseoir à son départ pour Sofia.: [1039, 530, 1238, 604]
